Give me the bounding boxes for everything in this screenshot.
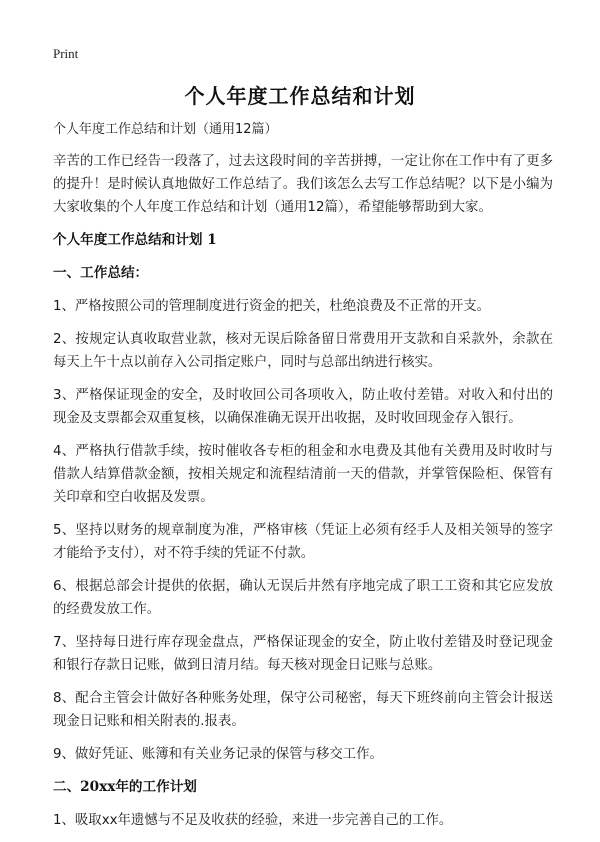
summary-item: 6、根据总部会计提供的依据，确认无误后井然有序地完成了职工工资和其它应发放的经费发放工作。 bbox=[53, 579, 553, 617]
part-heading-summary: 一、工作总结： bbox=[53, 265, 149, 281]
page-title: 个人年度工作总结和计划 bbox=[184, 84, 416, 108]
summary-item: 1、严格按照公司的管理制度进行资金的把关，杜绝浪费及不正常的开支。 bbox=[53, 299, 491, 314]
part-heading-plan: 二、20xx年的工作计划 bbox=[53, 779, 197, 795]
document-body bbox=[53, 118, 553, 842]
summary-item: 7、坚持每日进行库存现金盘点，严格保证现金的安全，防止收付差错及时登记现金和银行存款日记账，做到日清月结。每天核对现金日记账与总账。 bbox=[53, 635, 553, 673]
document-subtitle: 个人年度工作总结和计划（通用12篇） bbox=[53, 122, 278, 137]
summary-item: 3、严格保证现金的安全，及时收回公司各项收入，防止收付差错。对收入和付出的现金及支票都会双重复核，以确保准确无误开出收据，及时收回现金存入银行。 bbox=[53, 388, 553, 426]
summary-item: 8、配合主管会计做好各种账务处理，保守公司秘密，每天下班终前向主管会计报送现金日记账和相关附表的.报表。 bbox=[53, 691, 553, 729]
summary-item: 9、做好凭证、账簿和有关业务记录的保管与移交工作。 bbox=[53, 747, 383, 762]
intro-paragraph: 辛苦的工作已经告一段落了，过去这段时间的辛苦拼搏，一定让你在工作中有了更多的提升！是时候认真地做好工作总结了。我们该怎么去写工作总结呢？以下是小编为大家收集的个人年度工作总结和计划（通用12篇），希望能够帮助到大家。 bbox=[53, 154, 553, 215]
summary-item: 5、坚持以财务的规章制度为准，严格审核（凭证上必须有经手人及相关领导的签字才能给予支付），对不符手续的凭证不付款。 bbox=[53, 523, 553, 561]
summary-item: 2、按规定认真收取营业款，核对无误后除备留日常费用开支款和自采款外，余款在每天上午十点以前存入公司指定账户，同时与总部出纳进行核实。 bbox=[53, 332, 553, 370]
summary-item: 4、严格执行借款手续，按时催收各专柜的租金和水电费及其他有关费用及时收时与借款人结算借款金额，按相关规定和流程结清前一天的借款，并掌管保险柜、保管有关印章和空白收据及发票。 bbox=[53, 444, 553, 505]
section-heading: 个人年度工作总结和计划 1 bbox=[53, 232, 217, 248]
print-label: Print bbox=[53, 46, 79, 61]
plan-item: 1、吸取xx年遗憾与不足及收获的经验，来进一步完善自己的工作。 bbox=[53, 813, 453, 828]
